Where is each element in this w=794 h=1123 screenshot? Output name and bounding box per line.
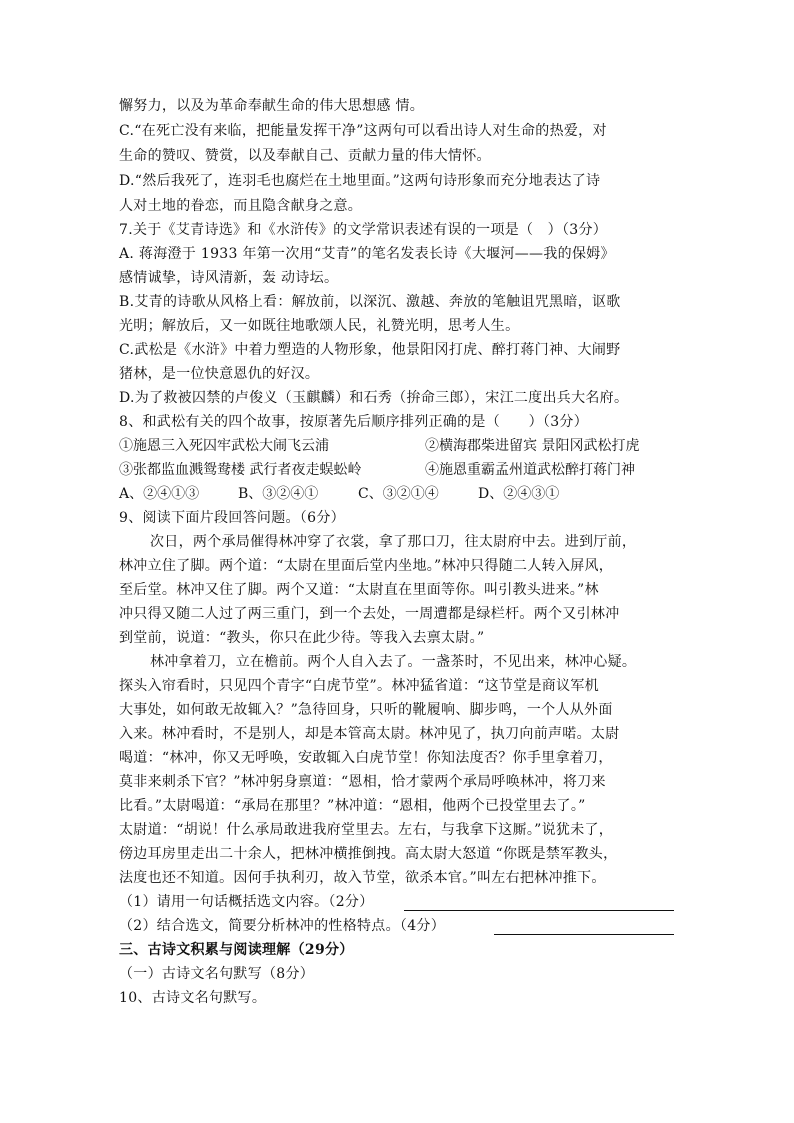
passage-line: 林冲拿着刀，立在檐前。两个人自入去了。一盏茶时，不见出来，林冲心疑。 [150, 654, 637, 670]
passage-line: 莫非来刺杀下官？”林冲躬身禀道：“恩相，恰才蒙两个承局呼唤林冲，将刀来 [119, 774, 606, 790]
passage-line: 太尉道：“胡说！什么承局敢进我府堂里去。左右，与我拿下这厮。”说犹未了， [119, 822, 614, 838]
q7-option-a-cont: 感情诚挚，诗风清新，轰 动诗坛。 [119, 270, 339, 286]
q6-line: 懈努力，以及为革命奉献生命的伟大思想感 情。 [119, 98, 425, 114]
q8-stem: 8、和武松有关的四个故事，按原著先后顺序排列正确的是（ ）（3分） [119, 414, 589, 430]
q6-option-d: D.“然后我死了，连羽毛也腐烂在土地里面。”这两句诗形象而充分地表达了诗 [119, 173, 601, 189]
q9-sub-question-1: （1）请用一句话概括选文内容。（2分） [119, 894, 374, 910]
q6-option-d-cont: 人对土地的眷恋，而且隐含献身之意。 [119, 198, 363, 214]
q9-answer-line-2[interactable] [494, 934, 674, 935]
passage-line: 入来。林冲看时，不是别人，却是本管高太尉。林冲见了，执刀向前声喏。太尉 [119, 726, 620, 742]
section-3-heading: 三、古诗文积累与阅读理解（29分） [119, 942, 354, 958]
passage-line: 喝道：“林冲，你又无呼唤，安敢辄入白虎节堂！你知法度否？你手里拿着刀， [119, 750, 613, 766]
passage-line: 法度也还不知道。因何手执利刃，故入节堂，欲杀本官。”叫左右把林冲推下。 [119, 870, 606, 886]
q8-option-d: D、②④③① [478, 486, 560, 502]
q9-answer-line-1[interactable] [404, 910, 674, 911]
section-3-part-1: （一）古诗文名句默写（8分） [119, 966, 315, 982]
q8-story-4: ④施恩重霸孟州道武松醉打蒋门神 [425, 462, 635, 478]
q7-option-b: B.艾青的诗歌从风格上看：解放前，以深沉、激越、奔放的笔触诅咒黑暗，讴歌 [119, 294, 621, 310]
passage-line: 冲只得又随二人过了两三重门，到一个去处，一周遭都是绿栏杆。两个又引林冲 [119, 606, 620, 622]
passage-line: 林冲立住了脚。两个道：“太尉在里面后堂内坐地。”林冲只得随二人转入屏风， [119, 558, 614, 574]
q8-option-b: B、③②④① [238, 486, 319, 502]
q10-stem: 10、古诗文名句默写。 [119, 990, 267, 1006]
passage-line: 比看。”太尉喝道：“承局在那里？”林冲道：“恩相，他两个已投堂里去了。” [119, 798, 586, 814]
q8-story-3: ③张都监血溅鸳鸯楼 武行者夜走蜈蚣岭 [119, 462, 362, 478]
passage-line: 到堂前，说道：“教头，你只在此少待。等我入去禀太尉。” [119, 630, 485, 646]
q7-stem: 7.关于《艾青诗选》和《水浒传》的文学常识表述有误的一项是（ ）（3分） [119, 222, 608, 238]
passage-line: 探头入帘看时，只见四个青字“白虎节堂”。林冲猛省道：“这节堂是商议军机 [119, 678, 599, 694]
passage-line: 次日，两个承局催得林冲穿了衣裳，拿了那口刀，往太尉府中去。进到厅前， [150, 534, 637, 550]
passage-line: 至后堂。林冲又住了脚。两个又道：“太尉直在里面等你。叫引教头进来。”林 [119, 582, 599, 598]
q6-option-c: C.“在死亡没有来临，把能量发挥干净”这两句可以看出诗人对生命的热爱，对 [119, 123, 607, 139]
passage-line: 傍边耳房里走出二十余人，把林冲横推倒拽。高太尉大怒道 “你既是禁军教头， [119, 846, 618, 862]
passage-line: 大事处，如何敢无故辄入？”急待回身，只听的靴履响、脚步鸣，一个人从外面 [119, 702, 613, 718]
q9-stem: 9、阅读下面片段回答问题。（6分） [119, 510, 345, 526]
q8-option-a: A、②④①③ [119, 486, 200, 502]
q7-option-b-cont: 光明；解放后，又一如既往地歌颂人民，礼赞光明，思考人生。 [119, 318, 520, 334]
q7-option-d: D.为了救被囚禁的卢俊义（玉麒麟）和石秀（拚命三郎），宋江二度出兵大名府。 [119, 390, 629, 406]
q6-option-c-cont: 生命的赞叹、赞赏，以及奉献自己、贡献力量的伟大情怀。 [119, 148, 491, 164]
q8-story-2: ②横海郡柴进留宾 景阳冈武松打虎 [425, 438, 640, 454]
q7-option-c-cont: 猪林，是一位快意恩仇的好汉。 [119, 366, 320, 382]
q9-sub-question-2: （2）结合选文，简要分析林冲的性格特点。（4分） [119, 918, 446, 934]
q8-story-1: ①施恩三入死囚牢武松大闹飞云浦 [119, 438, 329, 454]
q7-option-c: C.武松是《水浒》中着力塑造的人物形象，他景阳冈打虎、醉打蒋门神、大闹野 [119, 342, 621, 358]
q8-option-c: C、③②①④ [358, 486, 439, 502]
q7-option-a: A. 蒋海澄于 1933 年第一次用“艾青”的笔名发表长诗《大堰河——我的保姆》 [119, 246, 615, 262]
